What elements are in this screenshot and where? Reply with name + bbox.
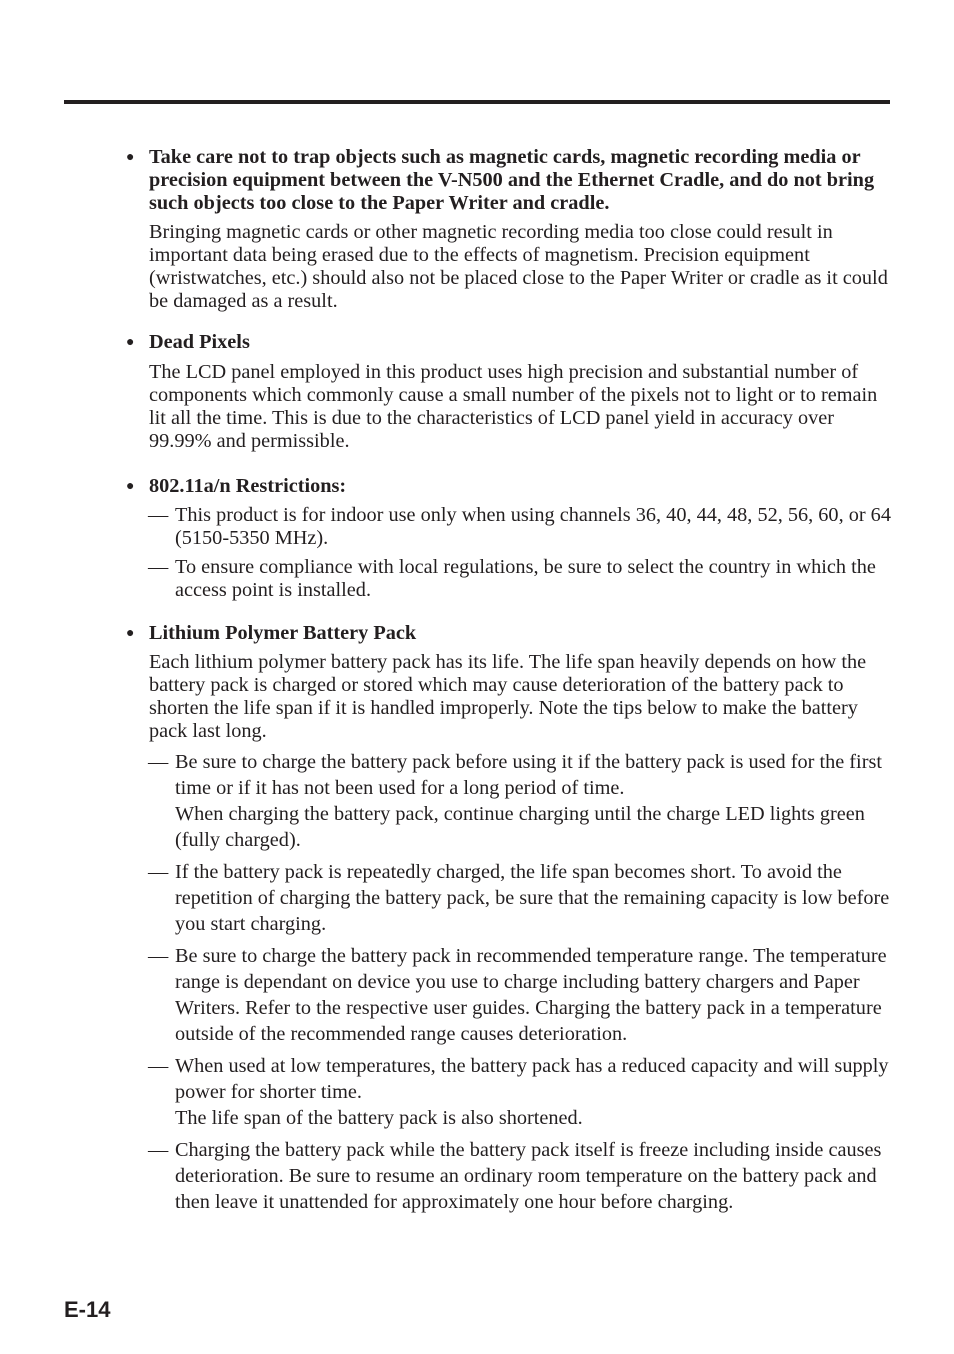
- bullet-icon: ●: [126, 479, 135, 494]
- list-item-text: Be sure to charge the battery pack in recommended temperature range. The temperature range is dependant on device you use to charge including battery chargers and Paper Writers. Refer to the respective user guides. Charging the battery pack in a temperature outside of the recommended range causes deterioration.: [175, 945, 887, 1045]
- section-heading: Dead Pixels: [149, 331, 250, 353]
- section-dead-pixels: [126, 331, 892, 453]
- section-heading: Lithium Polymer Battery Pack: [149, 622, 417, 644]
- list-item-text: When used at low temperatures, the battery pack has a reduced capacity and will supply power for shorter time.: [175, 1055, 889, 1103]
- list-item: [126, 943, 892, 1047]
- list-item: [126, 859, 892, 937]
- list-item-subtext: The life span of the battery pack is also shortened.: [175, 1107, 583, 1129]
- header-rule: [64, 100, 890, 104]
- list-item: [126, 504, 892, 550]
- dash-marker: —: [148, 945, 168, 967]
- section-battery-pack: [126, 622, 892, 1215]
- bullet-icon: ●: [126, 335, 135, 350]
- dash-marker: —: [148, 751, 168, 773]
- dash-marker: —: [148, 556, 168, 578]
- list-item: [126, 1053, 892, 1131]
- section-wireless-restrictions: [126, 475, 892, 602]
- dash-marker: —: [148, 861, 168, 883]
- section-body: Each lithium polymer battery pack has its life. The life span heavily depends on how the battery pack is charged or stored which may cause deterioration of the battery pack to shorten the life span if it is handled improperly. Note the tips below to make the battery pack last long.: [149, 651, 867, 742]
- list-item: [126, 1137, 892, 1215]
- bullet-icon: ●: [126, 626, 135, 641]
- list-item-text: If the battery pack is repeatedly charged, the life span becomes short. To avoid the repetition of charging the battery pack, be sure that the remaining capacity is low before you start charging.: [175, 861, 890, 935]
- bullet-icon: ●: [126, 150, 135, 165]
- dash-marker: —: [148, 1139, 168, 1161]
- section-heading: Take care not to trap objects such as magnetic cards, magnetic recording media or precision equipment between the V-N500 and the Ethernet Cradle, and do not bring such objects too close to the Paper Writer and cradle.: [149, 146, 875, 214]
- list-item-text: Be sure to charge the battery pack before using it if the battery pack is used for the first time or if it has not been used for a long period of time.: [175, 751, 882, 799]
- list-item-subtext: When charging the battery pack, continue charging until the charge LED lights green (fully charged).: [175, 803, 865, 851]
- page-content: [126, 146, 892, 1215]
- list-item-text: Charging the battery pack while the battery pack itself is freeze including inside causes deterioration. Be sure to resume an ordinary room temperature on the battery pack and then leave it unattended for approximately one hour before charging.: [175, 1139, 882, 1213]
- list-item-text: This product is for indoor use only when using channels 36, 40, 44, 48, 52, 56, 60, or 64 (5150-5350 MHz).: [175, 504, 891, 549]
- section-body: The LCD panel employed in this product uses high precision and substantial number of components which commonly cause a small number of the pixels not to light or to remain lit all the time. This is due to the characteristics of LCD panel yield in accuracy over 99.99% and permissible.: [149, 361, 878, 452]
- list-item-text: To ensure compliance with local regulations, be sure to select the country in which the access point is installed.: [175, 556, 876, 601]
- dash-marker: —: [148, 504, 168, 526]
- list-item: [126, 749, 892, 853]
- page-number: E-14: [64, 1297, 111, 1322]
- list-item: [126, 556, 892, 602]
- section-body: Bringing magnetic cards or other magnetic recording media too close could result in important data being erased due to the effects of magnetism. Precision equipment (wristwatches, etc.) should also not be placed close to the Paper Writer or cradle as it could be damaged as a result.: [149, 221, 888, 312]
- section-magnetic-objects: [126, 146, 892, 313]
- dash-marker: —: [148, 1055, 168, 1077]
- section-heading: 802.11a/n Restrictions:: [149, 475, 347, 497]
